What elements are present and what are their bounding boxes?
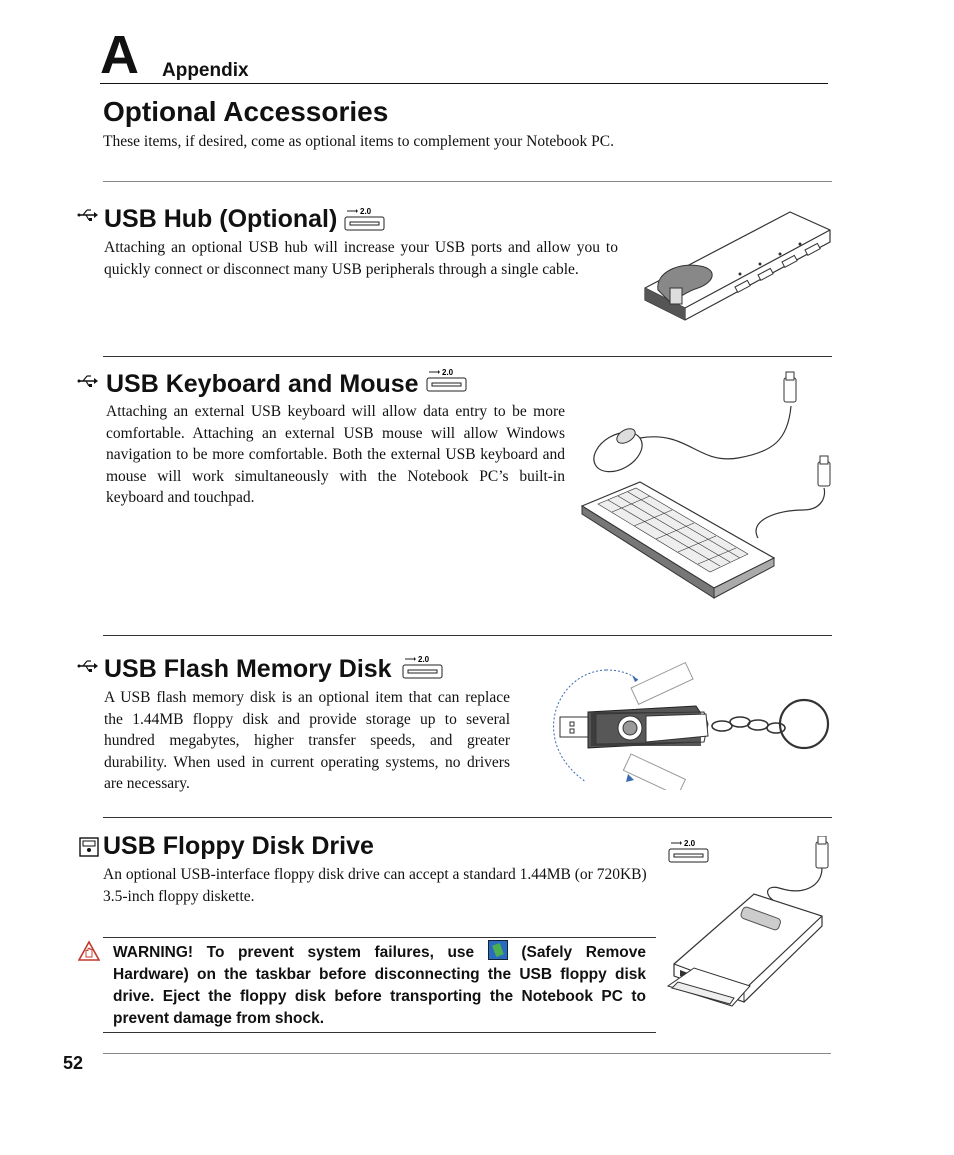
- section-title-usb-flash-disk: USB Flash Memory Disk: [104, 655, 392, 683]
- usb-trident-icon: [77, 659, 99, 673]
- section-divider: [103, 356, 832, 357]
- section-divider: [103, 635, 832, 636]
- warning-text-part2: (Safely Remove Hardware) on the taskbar before disconnecting the USB floppy disk drive. Eject the floppy disk before transporting the Notebook PC to prevent damage from shock.: [113, 944, 646, 1027]
- section-body-usb-hub: Attaching an optional USB hub will increase your USB ports and allow you to quickly connect or disconnect many USB peripherals through a single cable.: [104, 239, 618, 278]
- warning-bottom-rule: [103, 1032, 656, 1033]
- page-title: Optional Accessories: [103, 96, 389, 127]
- usb-2-0-badge-icon: [402, 654, 444, 680]
- chapter-letter: A: [100, 25, 139, 85]
- svg-text:2.0: 2.0: [442, 368, 454, 377]
- section-divider: [103, 817, 832, 818]
- svg-text:2.0: 2.0: [360, 207, 372, 216]
- section-body-usb-keyboard-mouse: Attaching an external USB keyboard will allow data entry to be more comfortable. Attaching an external USB mouse will allow Windows navigation to be more comfortable. Both the external USB keyboard and mouse will work simultaneously with the Notebook PC’s built-in keyboard and touchpad.: [106, 403, 565, 506]
- chapter-title: Appendix: [162, 60, 249, 81]
- section-title-usb-hub: USB Hub (Optional): [104, 205, 338, 233]
- warning-top-rule: [103, 937, 656, 938]
- safely-remove-hardware-icon: [488, 940, 508, 960]
- usb-2-0-badge-icon: [344, 206, 386, 232]
- page-number: 52: [63, 1053, 84, 1073]
- floppy-drive-illustration: [664, 836, 838, 1026]
- warning-hand-icon: [78, 940, 100, 962]
- usb-trident-icon: [77, 374, 99, 388]
- section-body-usb-flash-disk: A USB flash memory disk is an optional item that can replace the 1.44MB floppy disk and provide storage up to several hundred megabytes, higher transfer speeds, and greater durability. When used in current operating systems, no drivers are necessary.: [104, 689, 510, 792]
- section-divider: [103, 181, 832, 182]
- flash-disk-illustration: [536, 662, 832, 790]
- usb-2-0-badge-icon: [426, 367, 468, 393]
- header-rule: [100, 83, 828, 84]
- warning-text: [113, 940, 646, 1030]
- warning-text-part1: WARNING! To prevent system failures, use: [113, 944, 475, 961]
- page-intro: These items, if desired, come as optional items to complement your Notebook PC.: [103, 133, 614, 150]
- keyboard-mouse-illustration: [578, 370, 838, 625]
- svg-text:2.0: 2.0: [684, 839, 696, 848]
- section-title-usb-floppy-drive: USB Floppy Disk Drive: [103, 832, 374, 860]
- floppy-icon: [79, 837, 99, 857]
- usb-hub-illustration: [640, 202, 835, 340]
- section-title-usb-keyboard-mouse: USB Keyboard and Mouse: [106, 370, 419, 398]
- section-body-usb-floppy-drive: An optional USB-interface floppy disk drive can accept a standard 1.44MB (or 720KB) 3.5-inch floppy diskette.: [103, 866, 647, 905]
- svg-text:2.0: 2.0: [418, 655, 430, 664]
- usb-trident-icon: [77, 208, 99, 222]
- footer-rule: [103, 1053, 831, 1054]
